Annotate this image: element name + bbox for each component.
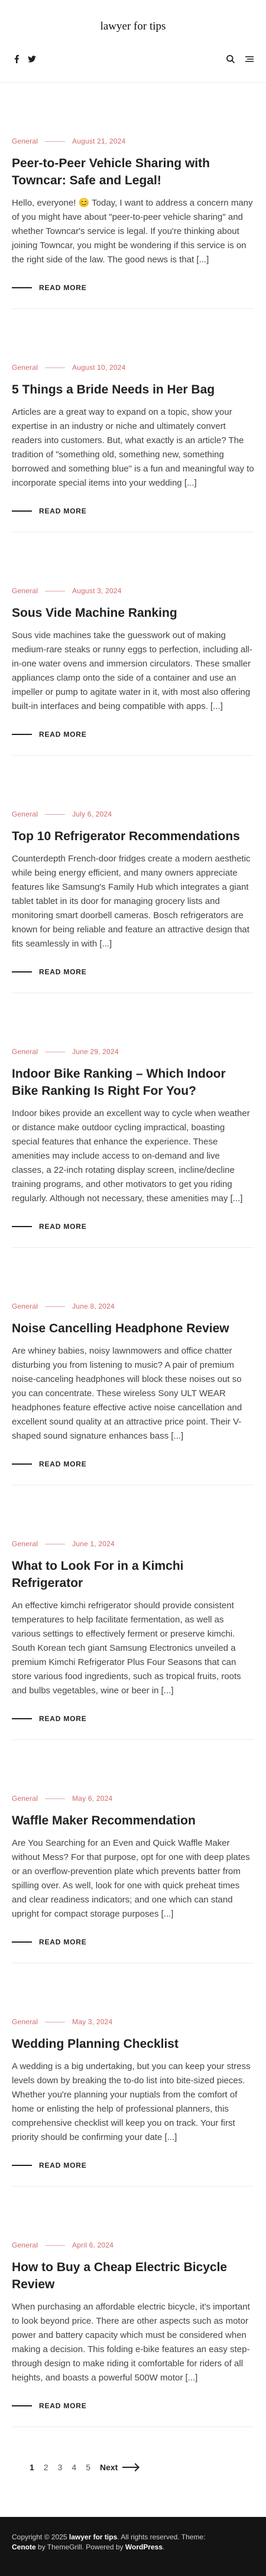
footer-wordpress-link[interactable]: WordPress bbox=[125, 2543, 163, 2551]
post-card bbox=[12, 1963, 254, 2187]
post-card bbox=[12, 756, 254, 993]
post-title[interactable]: Top 10 Refrigerator Recommendations bbox=[12, 830, 240, 843]
read-more-label: READ MORE bbox=[39, 968, 87, 976]
post-title[interactable]: Wedding Planning Checklist bbox=[12, 2037, 179, 2051]
page-number-4[interactable]: 4 bbox=[72, 2463, 77, 2472]
read-more-label: READ MORE bbox=[39, 1938, 87, 1946]
post-title[interactable]: Sous Vide Machine Ranking bbox=[12, 606, 177, 620]
post-category[interactable]: General bbox=[12, 1048, 38, 1056]
post-date[interactable]: June 29, 2024 bbox=[72, 1048, 119, 1056]
read-more-link[interactable] bbox=[12, 284, 254, 292]
page-number-5[interactable]: 5 bbox=[86, 2463, 90, 2472]
next-page-link[interactable] bbox=[100, 2463, 138, 2472]
post-category[interactable]: General bbox=[12, 1540, 38, 1548]
header-tools bbox=[226, 54, 254, 64]
search-icon[interactable] bbox=[226, 54, 235, 64]
read-more-bar bbox=[12, 1226, 32, 1227]
post-meta bbox=[12, 1794, 254, 1803]
read-more-link[interactable] bbox=[12, 1460, 254, 1468]
read-more-link[interactable] bbox=[12, 730, 254, 739]
post-excerpt: Sous vide machines take the guesswork out of making medium-rare steaks or runny eggs to perfection, including all-in-one water ovens and immersion circulators. These smaller appliances clamp onto the side of a container and use an impeller or pump to agitate water in it, with most also offering built-in interfaces and being compatible with apps. [...] bbox=[12, 630, 252, 711]
post-meta bbox=[12, 2241, 254, 2249]
post-title[interactable]: Waffle Maker Recommendation bbox=[12, 1814, 196, 1827]
read-more-label: READ MORE bbox=[39, 2161, 87, 2170]
post-meta bbox=[12, 1048, 254, 1056]
post-date[interactable]: August 10, 2024 bbox=[72, 363, 126, 372]
post-list bbox=[0, 83, 266, 2427]
post-category[interactable]: General bbox=[12, 2018, 38, 2026]
post-title[interactable]: How to Buy a Cheap Electric Bicycle Review bbox=[12, 2260, 228, 2291]
post-card bbox=[12, 83, 254, 309]
read-more-label: READ MORE bbox=[39, 507, 87, 515]
post-meta bbox=[12, 1302, 254, 1310]
footer-site-link[interactable]: lawyer for tips bbox=[69, 2533, 118, 2541]
meta-divider bbox=[45, 2245, 65, 2246]
post-category[interactable]: General bbox=[12, 137, 38, 145]
footer-rights: . All rights reserved. Theme: bbox=[117, 2533, 206, 2541]
read-more-label: READ MORE bbox=[39, 1460, 87, 1468]
read-more-bar bbox=[12, 1463, 32, 1465]
next-label: Next bbox=[99, 2463, 118, 2472]
read-more-bar bbox=[12, 971, 32, 972]
post-excerpt: Hello, everyone! 😊 Today, I want to address a concern many of you might have about "peer-to-peer vehicle sharing" and whether Towncar's service is legal. If you're thinking about joining Towncar, you might be wondering if this service is on the right side of the law. The good news is that [...] bbox=[12, 198, 253, 265]
read-more-link[interactable] bbox=[12, 1715, 254, 1723]
read-more-link[interactable] bbox=[12, 2402, 254, 2410]
footer-copyright: Copyright © 2025 bbox=[12, 2533, 67, 2541]
arrow-right-icon bbox=[122, 2467, 138, 2468]
read-more-bar bbox=[12, 1718, 32, 1719]
meta-divider bbox=[45, 1798, 65, 1799]
twitter-icon[interactable] bbox=[27, 54, 37, 64]
read-more-bar bbox=[12, 2165, 32, 2166]
pagination bbox=[0, 2427, 266, 2517]
post-excerpt: An effective kimchi refrigerator should provide consistent temperatures to help facilitate fermentation, as well as various settings to effectively ferment or preserve kimchi. South Korean tech giant Samsung Electronics unveiled a premium Kimchi Refrigerator Plus Four Seasons that can store various food ingredients, such as tropical fruits, roots and bulbs vegetables, wine or beer in [...] bbox=[12, 1601, 241, 1696]
post-meta bbox=[12, 1540, 254, 1548]
social-links bbox=[12, 54, 37, 64]
page-number-1[interactable]: 1 bbox=[30, 2463, 34, 2472]
post-date[interactable]: July 6, 2024 bbox=[72, 810, 112, 818]
site-title[interactable]: lawyer for tips bbox=[100, 20, 166, 32]
read-more-label: READ MORE bbox=[39, 1222, 87, 1231]
post-excerpt: Indoor bikes provide an excellent way to cycle when weather or distance make outdoor cycling impractical, boasting special features that enhance the experience. These amenities may include access to on-demand and live classes, a 22-inch rotating display screen, incline/decline training programs, and other motivators to get you riding regularly. Although not necessary, these amenities may [...] bbox=[12, 1108, 250, 1204]
meta-divider bbox=[45, 141, 65, 142]
post-excerpt: Articles are a great way to expand on a topic, show your expertise in an industry or niche and ultimately convert readers into customers. But, what exactly is an article? The tradition of "something old, something new, something borrowed and something blue" is a fun and meaningful way to incorporate special items into your wedding [...] bbox=[12, 407, 254, 488]
footer-end: . bbox=[163, 2543, 165, 2551]
post-title[interactable]: Indoor Bike Ranking – Which Indoor Bike Ranking Is Right For You? bbox=[12, 1067, 226, 1098]
post-title[interactable]: What to Look For in a Kimchi Refrigerator bbox=[12, 1559, 184, 1590]
post-excerpt: Are You Searching for an Even and Quick Waffle Maker without Mess? For that purpose, opt for one with deep plates or an overflow-prevention plate which prevents batter from spilling over. As well, look for one with quick preheat times and clear readiness indicators; and one which can stand upright for compact storage purposes [...] bbox=[12, 1838, 250, 1919]
post-category[interactable]: General bbox=[12, 363, 38, 372]
post-card bbox=[12, 2187, 254, 2427]
post-date[interactable]: June 8, 2024 bbox=[72, 1302, 115, 1310]
post-category[interactable]: General bbox=[12, 1302, 38, 1310]
post-date[interactable]: August 3, 2024 bbox=[72, 587, 122, 595]
post-title[interactable]: 5 Things a Bride Needs in Her Bag bbox=[12, 383, 215, 396]
read-more-label: READ MORE bbox=[39, 730, 87, 739]
read-more-label: READ MORE bbox=[39, 284, 87, 292]
page-number-2[interactable]: 2 bbox=[43, 2463, 48, 2472]
read-more-link[interactable] bbox=[12, 2161, 254, 2170]
read-more-link[interactable] bbox=[12, 1222, 254, 1231]
read-more-label: READ MORE bbox=[39, 1715, 87, 1723]
post-meta bbox=[12, 137, 254, 145]
read-more-label: READ MORE bbox=[39, 2402, 87, 2410]
post-card bbox=[12, 1485, 254, 1740]
post-excerpt: When purchasing an affordable electric bicycle, it's important to look beyond price. There are other aspects such as motor power and battery capacity which must be considered when making a decision. This folding e-bike features an easy step-through design to make riding it comfortable for riders of all heights, and boasts a powerful 500W motor [...] bbox=[12, 2302, 250, 2383]
post-category[interactable]: General bbox=[12, 2241, 38, 2249]
post-excerpt: Counterdepth French-door fridges create a modern aesthetic while being energy efficient, and many owners appreciate features like Samsung's Family Hub which integrates a giant tablet tablet in its door for managing grocery lists and monitoring smart doorbell cameras. Bosch refrigerators are known for being reliable and feature an attractive design that fits seamlessly in with [...] bbox=[12, 854, 251, 949]
post-title[interactable]: Peer-to-Peer Vehicle Sharing with Towncar: Safe and Legal! bbox=[12, 157, 210, 187]
site-header bbox=[0, 0, 266, 83]
post-category[interactable]: General bbox=[12, 810, 38, 818]
post-excerpt: Are whiney babies, noisy lawnmowers and office chatter disturbing you from listening to music? A pair of premium noise-canceling headphones will block these noises out so you can concentrate. These wireless Sony ULT WEAR headphones feature effective active noise cancellation and excellent sound quality at an attractive price point. Their V-shaped sound signature enhances bass [...] bbox=[12, 1346, 242, 1441]
post-date[interactable]: August 21, 2024 bbox=[72, 137, 126, 145]
read-more-bar bbox=[12, 1941, 32, 1943]
post-category[interactable]: General bbox=[12, 587, 38, 595]
read-more-bar bbox=[12, 287, 32, 288]
footer-theme-link[interactable]: Cenote bbox=[12, 2543, 36, 2551]
post-card bbox=[12, 1740, 254, 1963]
site-footer bbox=[0, 2517, 266, 2576]
read-more-link[interactable] bbox=[12, 1938, 254, 1946]
post-title[interactable]: Noise Cancelling Headphone Review bbox=[12, 1322, 229, 1335]
meta-divider bbox=[45, 367, 65, 368]
post-date[interactable]: May 6, 2024 bbox=[72, 1794, 113, 1803]
post-excerpt: A wedding is a big undertaking, but you can keep your stress levels down by breaking the to-do list into bite-sized pieces. Whether you're planning your nuptials from the comfort of home or enlisting the help of professional planners, this comprehensive checklist will keep you on track. Your first priority should be confirming your date [...] bbox=[12, 2061, 251, 2142]
menu-icon[interactable] bbox=[245, 54, 254, 64]
read-more-bar bbox=[12, 2405, 32, 2406]
read-more-link[interactable] bbox=[12, 968, 254, 976]
read-more-link[interactable] bbox=[12, 507, 254, 515]
post-meta bbox=[12, 587, 254, 595]
facebook-icon[interactable] bbox=[12, 54, 21, 64]
meta-divider bbox=[45, 1306, 65, 1307]
post-date[interactable]: May 3, 2024 bbox=[72, 2018, 113, 2026]
post-card bbox=[12, 993, 254, 1248]
post-category[interactable]: General bbox=[12, 1794, 38, 1803]
post-meta bbox=[12, 363, 254, 372]
post-card bbox=[12, 1248, 254, 1485]
post-date[interactable]: June 1, 2024 bbox=[72, 1540, 115, 1548]
read-more-bar bbox=[12, 734, 32, 735]
post-date[interactable]: April 6, 2024 bbox=[72, 2241, 114, 2249]
post-meta bbox=[12, 2018, 254, 2026]
footer-by-text: by ThemeGrill. Powered by bbox=[38, 2543, 124, 2551]
page-number-3[interactable]: 3 bbox=[57, 2463, 63, 2472]
post-meta bbox=[12, 810, 254, 818]
meta-divider bbox=[45, 814, 65, 815]
post-card bbox=[12, 532, 254, 756]
read-more-bar bbox=[12, 510, 32, 512]
post-card bbox=[12, 309, 254, 532]
